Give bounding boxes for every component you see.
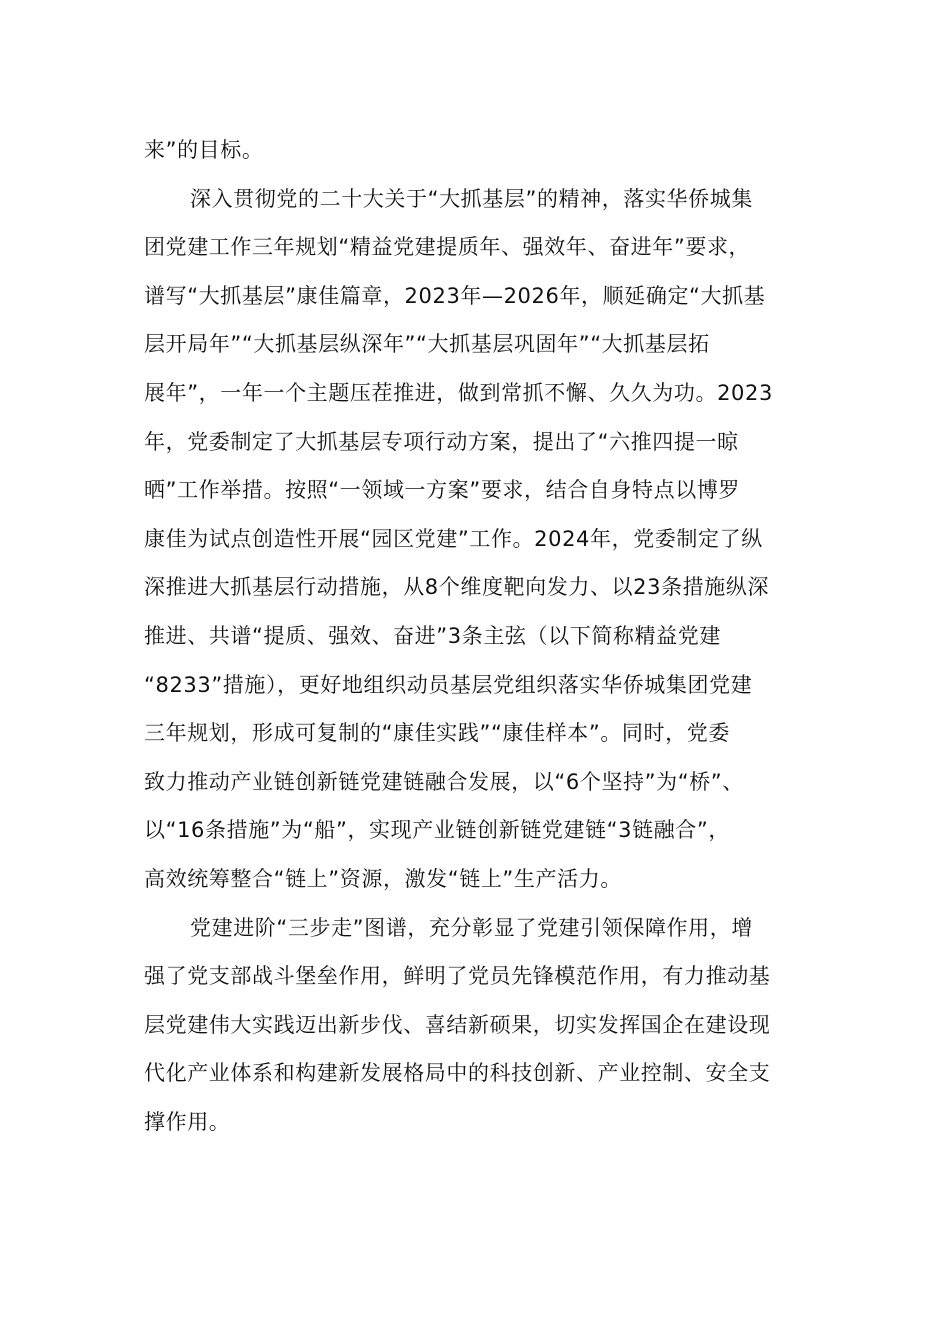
text-line: 以“16条措施”为“船”，实现产业链创新链党建链“3链融合”， [144, 818, 730, 843]
text-line: 撑作用。 [144, 1109, 231, 1134]
text-line: 层开局年”“大抓基层纵深年”“大抓基层巩固年”“大抓基层拓 [144, 332, 710, 357]
paragraph-1 [144, 126, 824, 175]
text-line: 党建进阶“三步走”图谱，充分彰显了党建引领保障作用，增 [190, 915, 753, 940]
text-line: 强了党支部战斗堡垒作用，鲜明了党员先锋模范作用，有力推动基 [144, 964, 771, 989]
text-line: 晒”工作举措。按照“一领域一方案”要求，结合自身特点以博罗 [144, 478, 741, 503]
text-line: 致力推动产业链创新链党建链融合发展，以“6个坚持”为“桥”、 [144, 769, 744, 794]
text-line: 康佳为试点创造性开展“园区党建”工作。2024年，党委制定了纵 [144, 526, 763, 551]
text-line: 推进、共谱“提质、强效、奋进”3条主弦（以下简称精益党建 [144, 623, 721, 648]
document-body [144, 126, 824, 1146]
paragraph-3 [144, 904, 824, 1147]
text-line: 谱写“大抓基层”康佳篇章，2023年—2026年，顺延确定“大抓基 [144, 283, 766, 308]
text-line: 展年”，一年一个主题压茬推进，做到常抓不懈、久久为功。2023 [144, 380, 773, 405]
text-line: 深推进大抓基层行动措施，从8个维度靶向发力、以23条措施纵深 [144, 575, 770, 600]
text-line: 深入贯彻党的二十大关于“大抓基层”的精神，落实华侨城集 [190, 186, 753, 211]
paragraph-2 [144, 175, 824, 904]
text-line: 年，党委制定了大抓基层专项行动方案，提出了“六推四提一晾 [144, 429, 739, 454]
text-line: “8233”措施），更好地组织动员基层党组织落实华侨城集团党建 [144, 672, 753, 697]
text-line: 来”的目标。 [144, 138, 264, 162]
text-line: 三年规划，形成可复制的“康佳实践”“康佳样本”。同时，党委 [144, 721, 730, 746]
text-line: 高效统筹整合“链上”资源，激发“链上”生产活力。 [144, 866, 622, 891]
text-line: 团党建工作三年规划“精益党建提质年、强效年、奋进年”要求， [144, 235, 751, 260]
text-line: 层党建伟大实践迈出新步伐、喜结新硕果，切实发挥国企在建设现 [144, 1012, 771, 1037]
text-line: 代化产业体系和构建新发展格局中的科技创新、产业控制、安全支 [144, 1061, 771, 1086]
